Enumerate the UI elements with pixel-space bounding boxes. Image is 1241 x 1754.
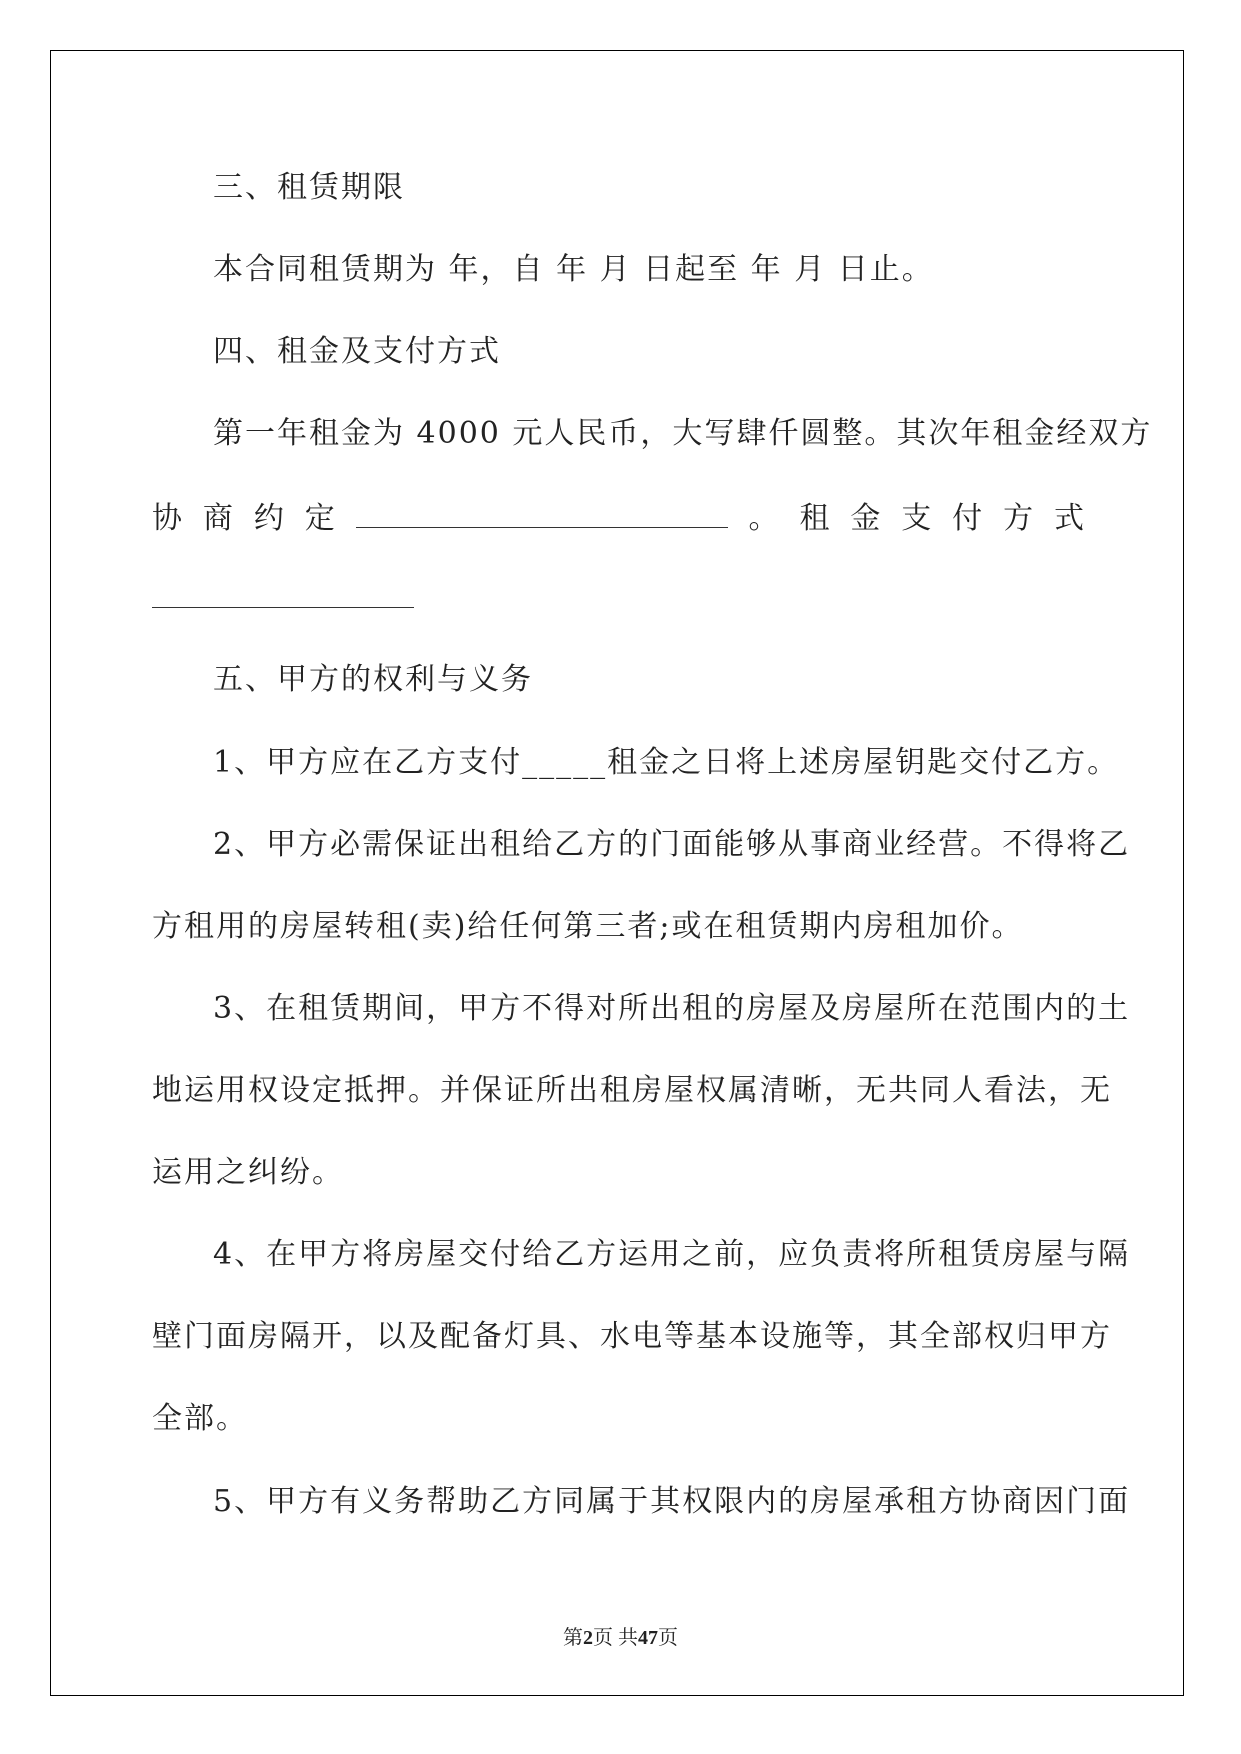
section-3-heading: 三、租赁期限 xyxy=(213,170,405,205)
section-5-item-3-line-1: 3、在租赁期间，甲方不得对所出租的房屋及房屋所在范围内的土 xyxy=(213,991,1131,1026)
section-4-line-2 xyxy=(152,501,1084,534)
section-5-item-4-line-1: 4、在甲方将房屋交付给乙方运用之前，应负责将所租赁房屋与隔 xyxy=(213,1237,1131,1272)
fill-in-blank-payment-method[interactable] xyxy=(152,607,414,608)
word-char: 方 xyxy=(1003,501,1034,536)
footer-suffix: 页 xyxy=(658,1627,678,1649)
section-5-item-5-line-1: 5、甲方有义务帮助乙方同属于其权限内的房屋承租方协商因门面 xyxy=(213,1484,1131,1519)
word-char: 。 xyxy=(748,501,779,536)
word-char: 商 xyxy=(202,501,233,536)
fill-in-blank-agreement[interactable] xyxy=(356,501,728,528)
item-1-text-before: 1、甲方应在乙方支付 xyxy=(213,745,523,780)
word-char: 定 xyxy=(304,501,335,536)
section-5-item-2-line-1: 2、甲方必需保证出租给乙方的门面能够从事商业经营。不得将乙 xyxy=(213,827,1131,862)
fill-in-blank-rent[interactable]: _____ xyxy=(522,745,608,780)
word-char: 约 xyxy=(253,501,284,536)
section-4-heading: 四、租金及支付方式 xyxy=(213,334,501,369)
section-5-item-4-line-2: 壁门面房隔开，以及配备灯具、水电等基本设施等，其全部权归甲方 xyxy=(152,1319,1112,1354)
page-footer xyxy=(0,1621,1241,1650)
section-5-item-3-line-3: 运用之纠纷。 xyxy=(152,1155,344,1190)
word-char: 金 xyxy=(850,501,881,536)
word-char: 协 xyxy=(152,501,182,536)
section-5-heading: 五、甲方的权利与义务 xyxy=(213,662,533,697)
section-4-line-1: 第一年租金为 4000 元人民币，大写肆仟圆整。其次年租金经双方 xyxy=(213,416,1153,451)
section-5-item-3-line-2: 地运用权设定抵押。并保证所出租房屋权属清晰，无共同人看法，无 xyxy=(152,1073,1112,1108)
section-5-item-2-line-2: 方租用的房屋转租(卖)给任何第三者;或在租赁期内房租加价。 xyxy=(152,909,1024,944)
word-char: 租 xyxy=(799,501,830,536)
word-char: 付 xyxy=(952,501,983,536)
footer-page-number: 2 xyxy=(583,1627,593,1649)
section-5-item-4-line-3: 全部。 xyxy=(152,1401,248,1436)
footer-total-pages: 47 xyxy=(638,1627,658,1649)
item-1-text-after: 租金之日将上述房屋钥匙交付乙方。 xyxy=(607,745,1120,780)
section-3-body: 本合同租赁期为 年，自 年 月 日起至 年 月 日止。 xyxy=(213,252,934,287)
section-5-item-1 xyxy=(213,745,1120,780)
word-char: 式 xyxy=(1053,501,1084,536)
word-char: 支 xyxy=(901,501,932,536)
page-border xyxy=(50,50,1184,1696)
footer-mid: 页 共 xyxy=(593,1627,638,1649)
footer-prefix: 第 xyxy=(563,1627,583,1649)
